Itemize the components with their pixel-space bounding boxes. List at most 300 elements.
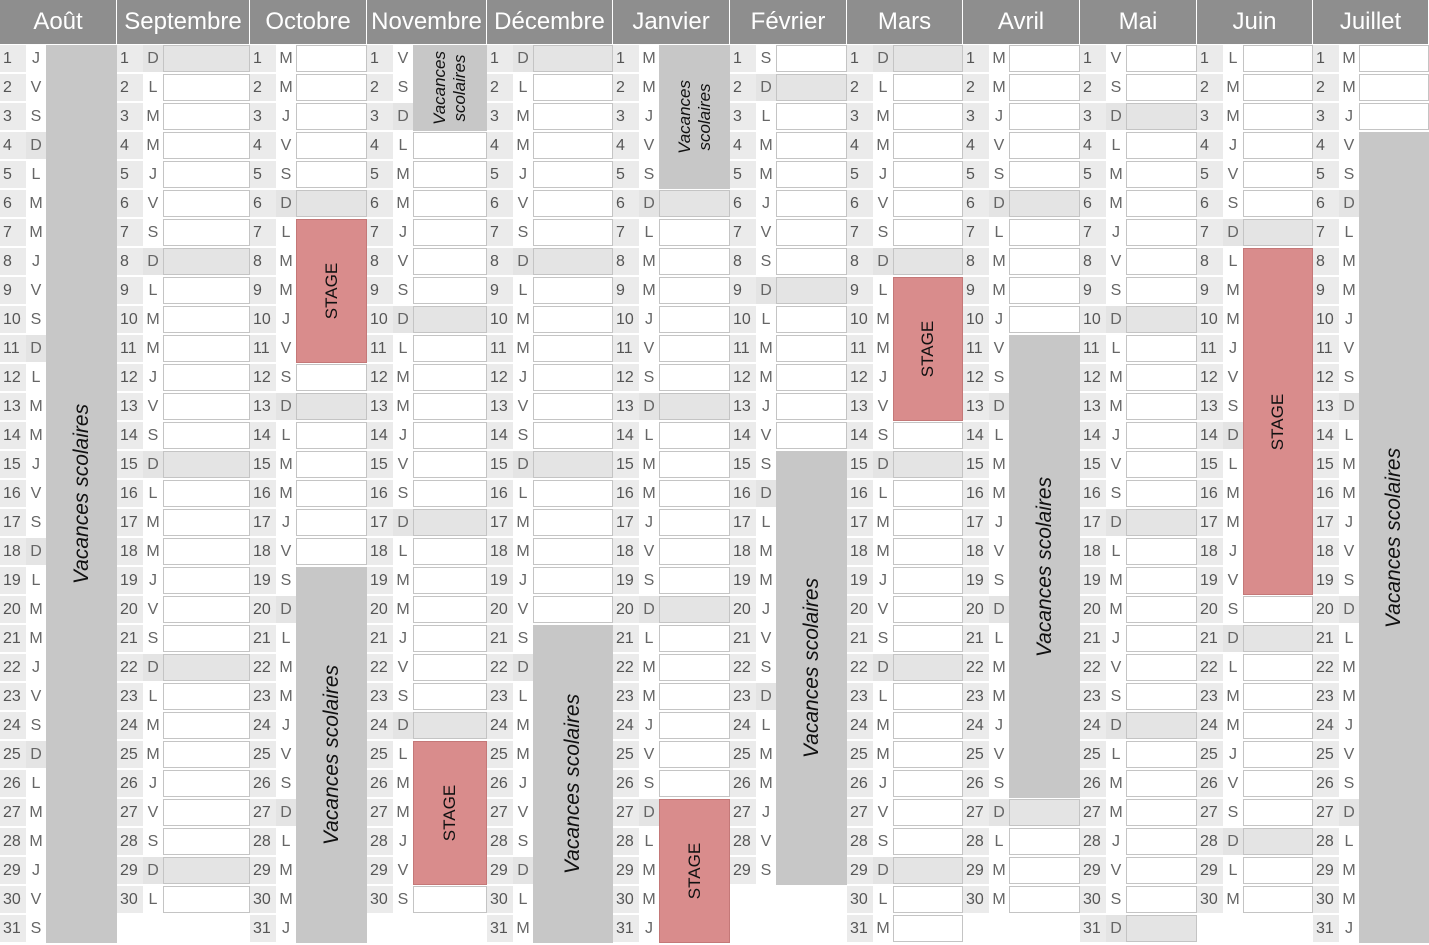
day-row[interactable] (367, 711, 487, 740)
day-row[interactable] (730, 276, 847, 305)
day-event-cell[interactable] (893, 509, 963, 536)
day-row[interactable] (730, 363, 847, 392)
day-row[interactable] (1080, 131, 1197, 160)
day-event-cell[interactable] (776, 190, 847, 217)
day-event-cell[interactable] (1359, 45, 1429, 72)
day-row[interactable] (847, 537, 963, 566)
day-row[interactable] (847, 450, 963, 479)
day-row[interactable] (613, 537, 730, 566)
day-event-cell[interactable] (776, 132, 847, 159)
day-row[interactable] (1080, 102, 1197, 131)
day-event-cell[interactable] (163, 886, 250, 913)
day-row[interactable] (367, 131, 487, 160)
day-event-cell[interactable] (1126, 886, 1197, 913)
day-row[interactable] (730, 189, 847, 218)
day-event-cell[interactable] (659, 219, 730, 246)
day-event-cell[interactable] (893, 799, 963, 826)
day-event-cell[interactable] (296, 480, 367, 507)
day-event-cell[interactable] (893, 74, 963, 101)
day-row[interactable] (117, 305, 250, 334)
day-event-cell[interactable] (413, 132, 487, 159)
day-row[interactable] (847, 479, 963, 508)
day-event-cell[interactable] (1009, 277, 1080, 304)
day-row[interactable] (613, 276, 730, 305)
day-row[interactable] (487, 102, 613, 131)
day-row[interactable] (847, 102, 963, 131)
day-event-cell[interactable] (776, 422, 847, 449)
day-row[interactable] (1080, 334, 1197, 363)
day-row[interactable] (1080, 537, 1197, 566)
day-row[interactable] (1197, 682, 1313, 711)
day-event-cell[interactable] (533, 480, 613, 507)
day-row[interactable] (1080, 566, 1197, 595)
day-row[interactable] (730, 73, 847, 102)
day-row[interactable] (487, 537, 613, 566)
day-event-cell[interactable] (413, 538, 487, 565)
day-event-cell[interactable] (776, 161, 847, 188)
day-event-cell[interactable] (659, 364, 730, 391)
day-row[interactable] (117, 624, 250, 653)
day-row[interactable] (613, 450, 730, 479)
day-event-cell[interactable] (659, 741, 730, 768)
day-event-cell[interactable] (163, 828, 250, 855)
day-event-cell[interactable] (296, 103, 367, 130)
day-row[interactable] (117, 392, 250, 421)
day-row[interactable] (487, 595, 613, 624)
day-event-cell[interactable] (1243, 799, 1313, 826)
day-row[interactable] (487, 189, 613, 218)
day-row[interactable] (117, 334, 250, 363)
day-row[interactable] (963, 160, 1080, 189)
day-row[interactable] (367, 508, 487, 537)
day-event-cell[interactable] (1126, 683, 1197, 710)
day-event-cell[interactable] (1126, 422, 1197, 449)
day-row[interactable] (367, 189, 487, 218)
day-row[interactable] (1080, 160, 1197, 189)
day-event-cell[interactable] (533, 538, 613, 565)
day-event-cell[interactable] (163, 161, 250, 188)
day-event-cell[interactable] (413, 480, 487, 507)
day-row[interactable] (1080, 624, 1197, 653)
day-event-cell[interactable] (1243, 886, 1313, 913)
day-row[interactable] (117, 160, 250, 189)
day-event-cell[interactable] (296, 509, 367, 536)
day-event-cell[interactable] (659, 596, 730, 623)
day-event-cell[interactable] (163, 393, 250, 420)
day-event-cell[interactable] (413, 161, 487, 188)
day-row[interactable] (730, 218, 847, 247)
day-event-cell[interactable] (1009, 132, 1080, 159)
day-row[interactable] (487, 247, 613, 276)
day-event-cell[interactable] (413, 683, 487, 710)
day-row[interactable] (367, 421, 487, 450)
day-event-cell[interactable] (1126, 190, 1197, 217)
day-row[interactable] (613, 711, 730, 740)
day-row[interactable] (963, 247, 1080, 276)
day-row[interactable] (613, 247, 730, 276)
day-event-cell[interactable] (659, 625, 730, 652)
day-row[interactable] (963, 276, 1080, 305)
day-row[interactable] (1080, 363, 1197, 392)
day-event-cell[interactable] (893, 596, 963, 623)
day-event-cell[interactable] (1243, 625, 1313, 652)
day-row[interactable] (1197, 595, 1313, 624)
day-row[interactable] (1313, 73, 1429, 102)
day-event-cell[interactable] (163, 364, 250, 391)
day-row[interactable] (613, 392, 730, 421)
day-row[interactable] (1080, 421, 1197, 450)
day-row[interactable] (963, 73, 1080, 102)
day-row[interactable] (250, 44, 367, 73)
day-event-cell[interactable] (893, 683, 963, 710)
day-row[interactable] (730, 247, 847, 276)
day-event-cell[interactable] (413, 277, 487, 304)
day-row[interactable] (730, 392, 847, 421)
day-event-cell[interactable] (296, 74, 367, 101)
day-row[interactable] (847, 856, 963, 885)
day-row[interactable] (250, 537, 367, 566)
day-row[interactable] (117, 73, 250, 102)
day-event-cell[interactable] (163, 248, 250, 275)
day-event-cell[interactable] (1126, 915, 1197, 942)
day-event-cell[interactable] (163, 219, 250, 246)
day-row[interactable] (847, 885, 963, 914)
day-event-cell[interactable] (296, 364, 367, 391)
day-event-cell[interactable] (163, 538, 250, 565)
day-row[interactable] (1313, 102, 1429, 131)
day-event-cell[interactable] (776, 364, 847, 391)
day-event-cell[interactable] (1126, 480, 1197, 507)
day-row[interactable] (117, 450, 250, 479)
day-row[interactable] (367, 363, 487, 392)
day-row[interactable] (1080, 479, 1197, 508)
day-row[interactable] (117, 856, 250, 885)
day-row[interactable] (1313, 44, 1429, 73)
day-event-cell[interactable] (1126, 509, 1197, 536)
day-event-cell[interactable] (1126, 393, 1197, 420)
day-event-cell[interactable] (1126, 451, 1197, 478)
day-event-cell[interactable] (1009, 103, 1080, 130)
day-event-cell[interactable] (1126, 654, 1197, 681)
day-event-cell[interactable] (1126, 770, 1197, 797)
day-row[interactable] (847, 595, 963, 624)
day-event-cell[interactable] (163, 103, 250, 130)
day-row[interactable] (1080, 827, 1197, 856)
day-event-cell[interactable] (893, 654, 963, 681)
day-row[interactable] (847, 798, 963, 827)
day-event-cell[interactable] (1243, 683, 1313, 710)
day-event-cell[interactable] (776, 74, 847, 101)
day-row[interactable] (1080, 392, 1197, 421)
day-row[interactable] (117, 537, 250, 566)
day-row[interactable] (613, 653, 730, 682)
day-event-cell[interactable] (163, 45, 250, 72)
day-row[interactable] (613, 218, 730, 247)
day-row[interactable] (1080, 856, 1197, 885)
day-row[interactable] (1080, 450, 1197, 479)
day-row[interactable] (487, 334, 613, 363)
day-row[interactable] (487, 44, 613, 73)
day-event-cell[interactable] (163, 770, 250, 797)
day-row[interactable] (117, 189, 250, 218)
day-row[interactable] (117, 363, 250, 392)
day-row[interactable] (117, 827, 250, 856)
day-row[interactable] (487, 479, 613, 508)
day-row[interactable] (963, 798, 1080, 827)
day-event-cell[interactable] (1126, 161, 1197, 188)
day-row[interactable] (1197, 885, 1313, 914)
day-row[interactable] (963, 44, 1080, 73)
day-row[interactable] (1197, 624, 1313, 653)
day-event-cell[interactable] (413, 219, 487, 246)
day-event-cell[interactable] (1126, 857, 1197, 884)
day-row[interactable] (1197, 827, 1313, 856)
day-event-cell[interactable] (163, 480, 250, 507)
day-row[interactable] (613, 740, 730, 769)
day-event-cell[interactable] (413, 190, 487, 217)
day-event-cell[interactable] (659, 277, 730, 304)
day-row[interactable] (1197, 711, 1313, 740)
day-event-cell[interactable] (659, 335, 730, 362)
day-event-cell[interactable] (659, 393, 730, 420)
day-event-cell[interactable] (1243, 654, 1313, 681)
day-event-cell[interactable] (776, 45, 847, 72)
day-event-cell[interactable] (1009, 45, 1080, 72)
day-event-cell[interactable] (659, 480, 730, 507)
day-event-cell[interactable] (659, 248, 730, 275)
day-row[interactable] (367, 885, 487, 914)
day-row[interactable] (487, 218, 613, 247)
day-row[interactable] (847, 421, 963, 450)
day-event-cell[interactable] (1126, 596, 1197, 623)
day-event-cell[interactable] (1243, 712, 1313, 739)
day-row[interactable] (963, 131, 1080, 160)
day-event-cell[interactable] (893, 828, 963, 855)
day-event-cell[interactable] (1009, 799, 1080, 826)
day-row[interactable] (1080, 73, 1197, 102)
day-event-cell[interactable] (893, 161, 963, 188)
day-row[interactable] (847, 827, 963, 856)
day-event-cell[interactable] (1359, 74, 1429, 101)
day-event-cell[interactable] (893, 103, 963, 130)
day-row[interactable] (117, 740, 250, 769)
day-event-cell[interactable] (1243, 161, 1313, 188)
day-event-cell[interactable] (163, 132, 250, 159)
day-row[interactable] (117, 711, 250, 740)
day-event-cell[interactable] (893, 567, 963, 594)
day-event-cell[interactable] (1243, 741, 1313, 768)
day-event-cell[interactable] (776, 277, 847, 304)
day-row[interactable] (847, 508, 963, 537)
day-event-cell[interactable] (413, 335, 487, 362)
day-event-cell[interactable] (533, 103, 613, 130)
day-row[interactable] (1197, 653, 1313, 682)
day-event-cell[interactable] (533, 74, 613, 101)
day-event-cell[interactable] (1126, 538, 1197, 565)
day-event-cell[interactable] (776, 306, 847, 333)
day-row[interactable] (1197, 160, 1313, 189)
day-event-cell[interactable] (659, 712, 730, 739)
day-event-cell[interactable] (1243, 74, 1313, 101)
day-row[interactable] (847, 653, 963, 682)
day-row[interactable] (487, 508, 613, 537)
day-row[interactable] (847, 914, 963, 943)
day-event-cell[interactable] (296, 538, 367, 565)
day-row[interactable] (847, 189, 963, 218)
day-event-cell[interactable] (533, 335, 613, 362)
day-event-cell[interactable] (413, 625, 487, 652)
day-row[interactable] (847, 73, 963, 102)
day-row[interactable] (487, 276, 613, 305)
day-row[interactable] (367, 682, 487, 711)
day-event-cell[interactable] (893, 451, 963, 478)
day-event-cell[interactable] (413, 596, 487, 623)
day-row[interactable] (963, 827, 1080, 856)
day-row[interactable] (487, 131, 613, 160)
day-event-cell[interactable] (533, 45, 613, 72)
day-event-cell[interactable] (163, 799, 250, 826)
day-event-cell[interactable] (776, 335, 847, 362)
day-row[interactable] (963, 885, 1080, 914)
day-row[interactable] (847, 682, 963, 711)
day-event-cell[interactable] (413, 886, 487, 913)
day-row[interactable] (250, 160, 367, 189)
day-row[interactable] (613, 421, 730, 450)
day-event-cell[interactable] (893, 770, 963, 797)
day-row[interactable] (730, 44, 847, 73)
day-row[interactable] (367, 247, 487, 276)
day-row[interactable] (367, 595, 487, 624)
day-row[interactable] (117, 595, 250, 624)
day-row[interactable] (117, 131, 250, 160)
day-event-cell[interactable] (413, 712, 487, 739)
day-row[interactable] (730, 421, 847, 450)
day-row[interactable] (250, 392, 367, 421)
day-row[interactable] (1080, 305, 1197, 334)
day-event-cell[interactable] (163, 335, 250, 362)
day-row[interactable] (613, 189, 730, 218)
day-event-cell[interactable] (776, 393, 847, 420)
day-event-cell[interactable] (163, 712, 250, 739)
day-event-cell[interactable] (1126, 625, 1197, 652)
day-event-cell[interactable] (163, 857, 250, 884)
day-event-cell[interactable] (413, 509, 487, 536)
day-event-cell[interactable] (413, 654, 487, 681)
day-event-cell[interactable] (1243, 596, 1313, 623)
day-row[interactable] (613, 305, 730, 334)
day-row[interactable] (730, 131, 847, 160)
day-event-cell[interactable] (776, 103, 847, 130)
day-row[interactable] (613, 508, 730, 537)
day-event-cell[interactable] (1243, 828, 1313, 855)
day-event-cell[interactable] (893, 741, 963, 768)
day-event-cell[interactable] (1126, 335, 1197, 362)
day-row[interactable] (1197, 131, 1313, 160)
day-row[interactable] (1197, 73, 1313, 102)
day-row[interactable] (1080, 682, 1197, 711)
day-event-cell[interactable] (659, 422, 730, 449)
day-event-cell[interactable] (659, 538, 730, 565)
day-row[interactable] (847, 624, 963, 653)
day-event-cell[interactable] (1009, 161, 1080, 188)
day-row[interactable] (367, 392, 487, 421)
day-event-cell[interactable] (893, 132, 963, 159)
day-row[interactable] (367, 450, 487, 479)
day-row[interactable] (367, 276, 487, 305)
day-event-cell[interactable] (533, 161, 613, 188)
day-event-cell[interactable] (893, 422, 963, 449)
day-event-cell[interactable] (1009, 306, 1080, 333)
day-row[interactable] (613, 682, 730, 711)
day-row[interactable] (1197, 740, 1313, 769)
day-event-cell[interactable] (296, 190, 367, 217)
day-event-cell[interactable] (163, 596, 250, 623)
day-row[interactable] (1197, 189, 1313, 218)
day-event-cell[interactable] (163, 422, 250, 449)
day-row[interactable] (250, 479, 367, 508)
day-row[interactable] (963, 856, 1080, 885)
day-event-cell[interactable] (1126, 74, 1197, 101)
day-row[interactable] (1197, 769, 1313, 798)
day-row[interactable] (613, 363, 730, 392)
day-row[interactable] (250, 421, 367, 450)
day-row[interactable] (1197, 218, 1313, 247)
day-event-cell[interactable] (1009, 190, 1080, 217)
day-event-cell[interactable] (776, 219, 847, 246)
day-row[interactable] (613, 479, 730, 508)
day-row[interactable] (847, 218, 963, 247)
day-row[interactable] (963, 189, 1080, 218)
day-event-cell[interactable] (893, 190, 963, 217)
day-event-cell[interactable] (533, 248, 613, 275)
day-event-cell[interactable] (659, 567, 730, 594)
day-row[interactable] (117, 566, 250, 595)
day-row[interactable] (367, 479, 487, 508)
day-row[interactable] (730, 334, 847, 363)
day-event-cell[interactable] (1009, 74, 1080, 101)
day-row[interactable] (1080, 44, 1197, 73)
day-event-cell[interactable] (1126, 567, 1197, 594)
day-event-cell[interactable] (1126, 277, 1197, 304)
day-row[interactable] (367, 566, 487, 595)
day-row[interactable] (367, 653, 487, 682)
day-event-cell[interactable] (413, 451, 487, 478)
day-event-cell[interactable] (163, 567, 250, 594)
day-row[interactable] (1080, 508, 1197, 537)
day-row[interactable] (1080, 595, 1197, 624)
day-row[interactable] (117, 885, 250, 914)
day-event-cell[interactable] (893, 219, 963, 246)
day-row[interactable] (1197, 44, 1313, 73)
day-event-cell[interactable] (533, 277, 613, 304)
day-event-cell[interactable] (533, 596, 613, 623)
day-row[interactable] (1197, 102, 1313, 131)
day-event-cell[interactable] (533, 451, 613, 478)
day-event-cell[interactable] (893, 248, 963, 275)
day-event-cell[interactable] (893, 538, 963, 565)
day-event-cell[interactable] (1009, 828, 1080, 855)
day-event-cell[interactable] (413, 422, 487, 449)
day-row[interactable] (1080, 218, 1197, 247)
day-event-cell[interactable] (163, 654, 250, 681)
day-row[interactable] (117, 798, 250, 827)
day-event-cell[interactable] (893, 886, 963, 913)
day-row[interactable] (1197, 798, 1313, 827)
day-row[interactable] (487, 363, 613, 392)
day-event-cell[interactable] (659, 683, 730, 710)
day-event-cell[interactable] (1126, 828, 1197, 855)
day-row[interactable] (117, 682, 250, 711)
